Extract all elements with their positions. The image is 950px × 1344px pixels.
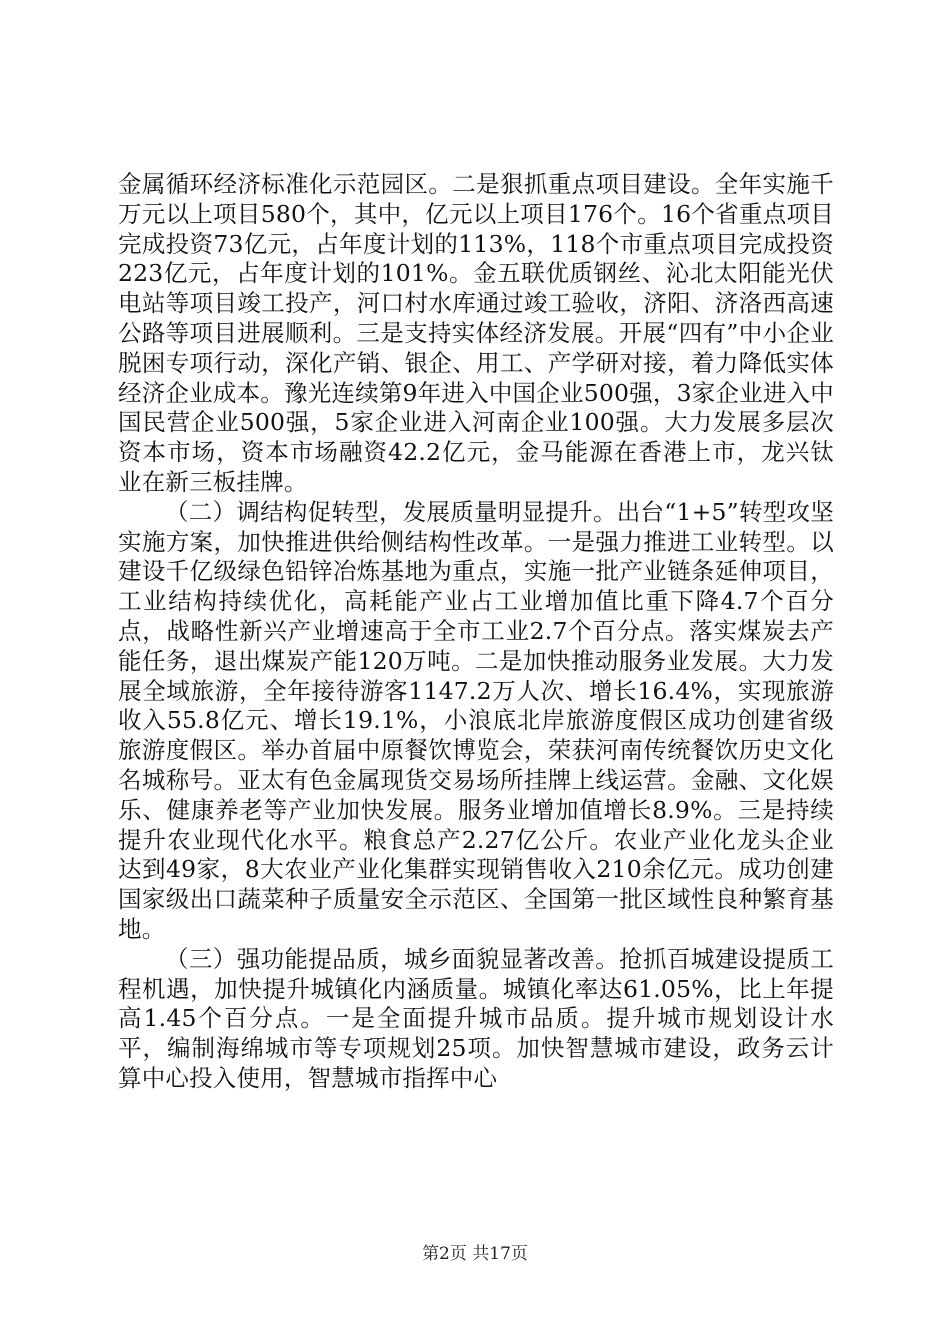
paragraph-continuation: 金属循环经济标准化示范园区。二是狠抓重点项目建设。全年实施千万元以上项目580个，其中，亿元以上项目176个。16个省重点项目完成投资73亿元，占年度计划的113%，118个市重点项目完成投资223亿元，占年度计划的101%。金五联优质钢丝、沁北太阳能光伏电站等项目竣工投产，河口村水库通过竣工验收，济阳、济洛西高速公路等项目进展顺利。三是支持实体经济发展。开展“四有”中小企业脱困专项行动，深化产销、银企、用工、产学研对接，着力降低实体经济企业成本。豫光连续第9年进入中国企业500强，3家企业进入中国民营企业500强，5家企业进入河南企业100强。大力发展多层次资本市场，资本市场融资42.2亿元，金马能源在香港上市，龙兴钛业在新三板挂牌。 — [118, 170, 834, 496]
page-footer: 第2页 共17页 — [422, 1244, 528, 1264]
document-body — [118, 170, 834, 1094]
paragraph-section-two: （二）调结构促转型，发展质量明显提升。出台“1+5”转型攻坚实施方案，加快推进供给侧结构性改革。一是强力推进工业转型。以建设千亿级绿色铅锌冶炼基地为重点，实施一批产业链条延伸项目，工业结构持续优化，高耗能产业占工业增加值比重下降4.7个百分点，战略性新兴产业增速高于全市工业2.7个百分点。落实煤炭去产能任务，退出煤炭产能120万吨。二是加快推动服务业发展。大力发展全域旅游，全年接待游客1147.2万人次、增长16.4%，实现旅游收入55.8亿元、增长19.1%，小浪底北岸旅游度假区成功创建省级旅游度假区。举办首届中原餐饮博览会，荣获河南传统餐饮历史文化名城称号。亚太有色金属现货交易场所挂牌上线运营。金融、文化娱乐、健康养老等产业加快发展。服务业增加值增长8.9%。三是持续提升农业现代化水平。粮食总产2.27亿公斤。农业产业化龙头企业达到49家，8大农业产业化集群实现销售收入210余亿元。成功创建国家级出口蔬菜种子质量安全示范区、全国第一批区域性良种繁育基地。 — [118, 497, 834, 943]
paragraph-section-three: （三）强功能提品质，城乡面貌显著改善。抢抓百城建设提质工程机遇，加快提升城镇化内涵质量。城镇化率达61.05%，比上年提高1.45个百分点。一是全面提升城市品质。提升城市规划设计水平，编制海绵城市等专项规划25项。加快智慧城市建设，政务云计算中心投入使用，智慧城市指挥中心 — [118, 944, 834, 1092]
